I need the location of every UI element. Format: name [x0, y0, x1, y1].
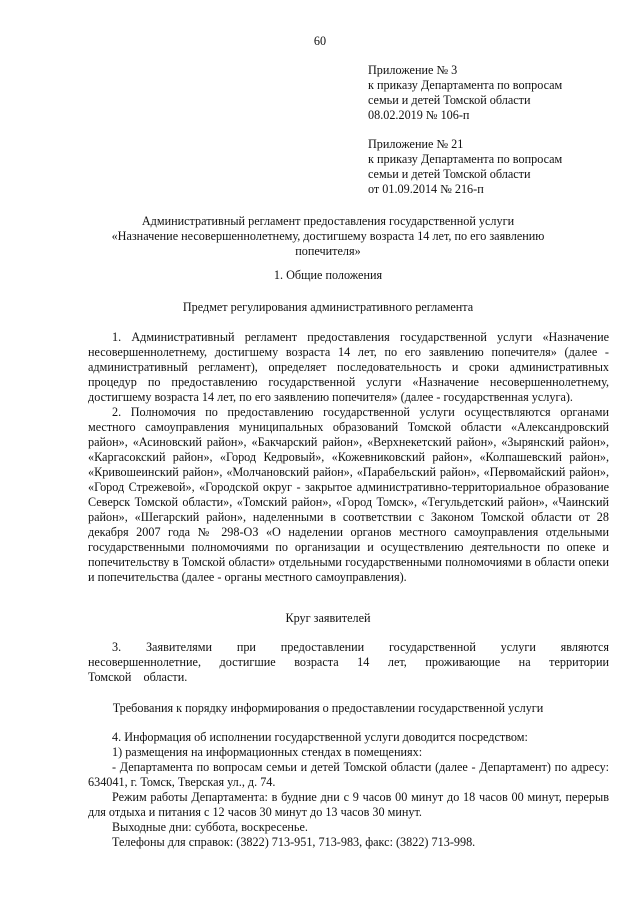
title-line: попечителя»: [295, 244, 361, 258]
paragraph-working-hours: Режим работы Департамента: в будние дни с 9 часов 00 минут до 18 часов 00 минут, перерыв для отдыха и питания с 12 часов 30 минут до 13 часов 30 минут.: [88, 790, 609, 819]
paragraph-department-address: - Департамента по вопросам семьи и детей Томской области (далее - Департамент) по адресу: 634041, г. Томск, Тверская ул., д. 74.: [88, 760, 609, 789]
annex-original-line: Приложение № 21: [368, 137, 464, 151]
title-line: Административный регламент предоставления государственной услуги: [141, 214, 515, 228]
applicants-body: [88, 640, 609, 685]
annex-current-line: семьи и детей Томской области: [368, 93, 531, 107]
annex-original-line: семьи и детей Томской области: [368, 167, 531, 181]
annex-current-line: Приложение № 3: [368, 63, 458, 77]
document-title: [88, 214, 568, 259]
paragraph-4-item-1: 1) размещения на информационных стендах в помещениях:: [112, 745, 423, 759]
annex-current-line: 08.02.2019 № 106-п: [368, 108, 470, 122]
annex-original-line: от 01.09.2014 № 216-п: [368, 182, 484, 196]
title-line: «Назначение несовершеннолетнему, достигшему возраста 14 лет, по его заявлению: [111, 229, 545, 243]
heading-applicants: Круг заявителей: [285, 611, 371, 625]
annex-current-line: к приказу Департамента по вопросам: [368, 78, 563, 92]
section-heading-general: 1. Общие положения: [273, 268, 383, 282]
annex-original-line: к приказу Департамента по вопросам: [368, 152, 563, 166]
section-general-body: [88, 330, 609, 585]
page-number: 60: [313, 34, 327, 48]
heading-informing: Требования к порядку информирования о предоставлении государственной услуги: [112, 701, 544, 715]
paragraph-1: 1. Административный регламент предоставления государственной услуги «Назначение несовершеннолетнему, достигшему возраста 14 лет, по его заявлению попечителя» (далее - административный регламент), определяет последовательность и сроки административных процедур по предоставлению государственной услуги «Назначение несовершеннолетнему, достигшему возраста 14 лет, по его заявлению попечителя» (далее - государственная услуга).: [88, 330, 609, 404]
paragraph-3: 3. Заявителями при предоставлении государственной услуги являются несовершеннолетние, достигшие возраста 14 лет, проживающие на территории Томской области.: [88, 640, 609, 684]
informing-body: [88, 730, 609, 850]
paragraph-days-off: Выходные дни: суббота, воскресенье.: [112, 820, 308, 834]
subheading-subject: Предмет регулирования административного регламента: [182, 300, 474, 314]
paragraph-4: 4. Информация об исполнении государственной услуги доводится посредством:: [112, 730, 528, 744]
annex-original: [368, 137, 608, 197]
annex-current: [368, 63, 608, 123]
paragraph-2: 2. Полномочия по предоставлению государственной услуги осуществляются органами местного самоуправления муниципальных образований Томской области «Александровский район», «Асиновский район», «Бакчарский район», «Верхнекетский район», «Зырянский район», «Каргасокский район», «Город Кедровый», «Кожевниковский район», «Колпашевский район», «Кривошеинский район», «Молчановский район», «Парабельский район», «Первомайский район», «Город Стрежевой», «Городской округ - закрытое административно-территориальное образование Северск Томской области», «Томский район», «Город Томск», «Тегульдетский район», «Чаинский район», «Шегарский район», наделенными в соответствии с Законом Томской области от 28 декабря 2007 года № 298-ОЗ «О наделении органов местного самоуправления отдельными государственными полномочиями по организации и осуществлению деятельности по опеке и попечительству в Томской области» отдельными государственными полномочиями в области опеки и попечительства (далее - органы местного самоуправления).: [88, 405, 609, 584]
paragraph-phones: Телефоны для справок: (3822) 713-951, 713-983, факс: (3822) 713-998.: [112, 835, 476, 849]
